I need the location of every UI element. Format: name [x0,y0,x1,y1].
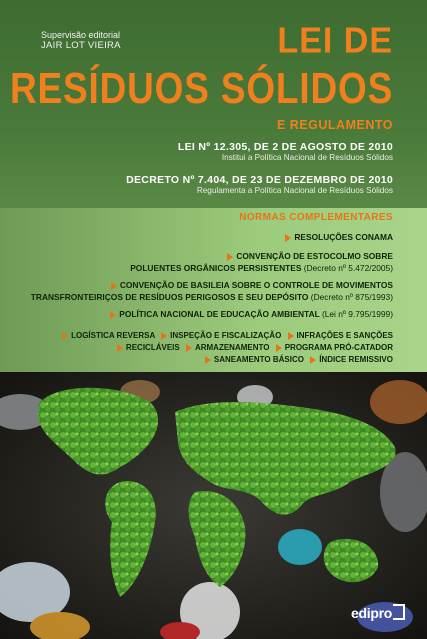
norm-item-3-ref: (Decreto nº 875/1993) [310,292,393,302]
law-block-1 [178,141,393,162]
norm-item-2a [227,251,393,261]
publisher-logo [351,604,405,621]
law1-heading: LEI Nº 12.305, DE 2 DE AGOSTO DE 2010 [177,141,393,153]
arrow-icon [227,253,233,261]
norm-item-3-text-a: CONVENÇÃO DE BASILEIA SOBRE O CONTROLE DE MOVIMENTOS [119,280,393,290]
publisher-name: edipro [351,605,392,621]
topics-row-2 [117,343,393,352]
arrow-icon [205,356,211,364]
law1-description: Institui a Política Nacional de Resíduos Sólidos [221,153,393,162]
arrow-icon [117,344,123,352]
editor-label: Supervisão editorial [41,30,121,40]
arrow-icon [276,344,282,352]
cover-photo-world-map-of-plants [0,372,427,639]
topic-indice: ÍNDICE REMISSIVO [319,355,393,364]
arrow-icon [310,356,316,364]
topic-pro-catador: PROGRAMA PRÓ-CATADOR [284,343,393,352]
law2-heading: DECRETO Nº 7.404, DE 23 DE DEZEMBRO DE 2010 [126,174,393,186]
arrow-icon [62,332,68,340]
norms-title: NORMAS COMPLEMENTARES [239,212,393,223]
norm-item-2-ref: (Decreto nº 5.472/2005) [303,263,393,273]
arrow-icon [285,234,291,242]
topic-reciclaveis: RECICLÁVEIS [125,343,180,352]
norm-item-4 [110,309,393,319]
world-map-illustration [0,372,427,639]
arrow-icon [110,311,116,319]
law2-description: Regulamenta a Política Nacional de Resíduos Sólidos [196,186,393,195]
topic-inspecao: INSPEÇÃO E FISCALIZAÇÃO [170,331,282,340]
topics-row-3 [205,355,393,364]
topics-row-1 [62,331,393,340]
topic-armazenamento: ARMAZENAMENTO [194,343,270,352]
arrow-icon [288,332,294,340]
norm-item-1-text: RESOLUÇÕES CONAMA [294,232,393,242]
arrow-icon [161,332,167,340]
cover-header [0,0,427,208]
norm-item-1 [285,232,393,242]
editor-name: JAIR LOT VIEIRA [41,40,121,51]
norm-item-3-text-b: TRANSFRONTEIRIÇOS DE RESÍDUOS PERIGOSOS E SEU DEPÓSITO [30,292,309,302]
title-line2: RESÍDUOS SÓLIDOS [9,64,393,113]
topic-saneamento: SANEAMENTO BÁSICO [213,355,304,364]
norm-item-2-text-b: POLUENTES ORGÂNICOS PERSISTENTES [130,263,302,273]
publisher-bracket-icon [393,604,405,620]
topic-logistica: LOGÍSTICA REVERSA [71,331,155,340]
title-line1: LEI DE [277,21,393,61]
subtitle: E REGULAMENTO [277,118,393,132]
norm-item-3a [111,280,393,290]
arrow-icon [186,344,192,352]
norm-item-4-text: POLÍTICA NACIONAL DE EDUCAÇÃO AMBIENTAL [119,309,320,319]
topic-infracoes: INFRAÇÕES E SANÇÕES [296,331,393,340]
norm-item-2-text-a: CONVENÇÃO DE ESTOCOLMO SOBRE [236,251,393,261]
norms-panel [0,208,427,372]
law-block-2 [126,174,393,195]
norm-item-3b [31,292,393,302]
norm-item-4-ref: (Lei nº 9.795/1999) [321,309,393,319]
norm-item-2b [130,263,393,273]
arrow-icon [111,282,117,290]
